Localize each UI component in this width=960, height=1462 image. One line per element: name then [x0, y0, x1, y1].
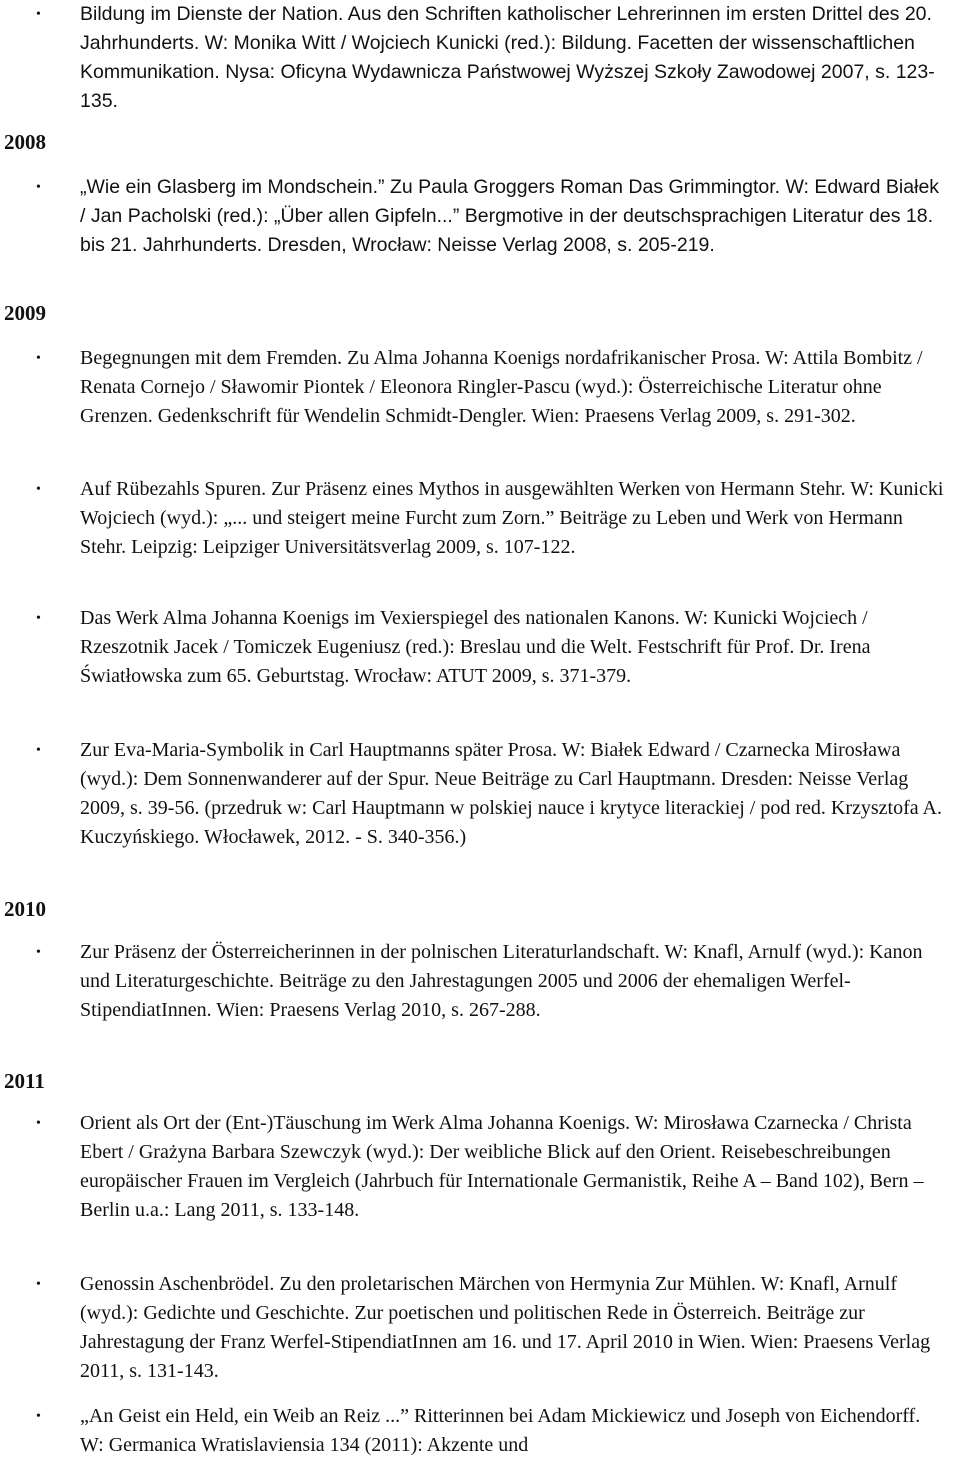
- bibliography-entry: [36, 0, 948, 116]
- entry-text: „An Geist ein Held, ein Weib an Reiz ...” Ritterinnen bei Adam Mickiewicz und Joseph von Eichendorff. W: Germanica Wratislaviensia 134 (2011): Akzente und: [80, 1405, 921, 1456]
- bibliography-entry: [36, 736, 948, 852]
- bullet-icon: •: [36, 743, 41, 758]
- bibliography-entry: [36, 1109, 948, 1225]
- bibliography-entry: [36, 1270, 948, 1386]
- entry-text: Zur Präsenz der Österreicherinnen in der polnischen Literaturlandschaft. W: Knafl, Arnulf (wyd.): Kanon und Literaturgeschichte. Beiträge zu den Jahrestagungen 2005 und 2006 der ehemaligen Werfel-StipendiatInnen. Wien: Praesens Verlag 2010, s. 267-288.: [80, 941, 923, 1021]
- bullet-icon: •: [36, 611, 41, 626]
- entry-text: Orient als Ort der (Ent-)Täuschung im Werk Alma Johanna Koenigs. W: Mirosława Czarnecka / Christa Ebert / Grażyna Barbara Szewczyk (wyd.): Der weibliche Blick auf den Orient. Reisebeschreibungen europäischer Frauen im Vergleich (Jahrbuch für Internationale Germanistik, Reihe A – Band 102), Bern – Berlin u.a.: Lang 2011, s. 133-148.: [80, 1112, 924, 1221]
- bibliography-entry: [36, 938, 948, 1025]
- entry-text: Auf Rübezahls Spuren. Zur Präsenz eines Mythos in ausgewählten Werken von Hermann Stehr. W: Kunicki Wojciech (wyd.): „... und steigert meine Furcht zum Zorn.” Beiträge zu Leben und Werk von Hermann Stehr. Leipzig: Leipziger Universitätsverlag 2009, s. 107-122.: [80, 478, 944, 558]
- bullet-icon: •: [36, 180, 41, 195]
- bullet-icon: •: [36, 482, 41, 497]
- bullet-icon: •: [36, 1409, 41, 1424]
- year-label-2008: 2008: [4, 130, 46, 154]
- entry-text: Das Werk Alma Johanna Koenigs im Vexierspiegel des nationalen Kanons. W: Kunicki Wojciech / Rzeszotnik Jacek / Tomiczek Eugeniusz (red.): Breslau und die Welt. Festschrift für Prof. Dr. Irena Światłowska zum 65. Geburtstag. Wrocław: ATUT 2009, s. 371-379.: [80, 607, 871, 687]
- bullet-icon: •: [36, 945, 41, 960]
- entry-text: „Wie ein Glasberg im Mondschein.” Zu Paula Groggers Roman Das Grimmingtor. W: Edward Białek / Jan Pacholski (red.): „Über allen Gipfeln...” Bergmotive in der deutschsprachigen Literatur des 18. bis 21. Jahrhunderts. Dresden, Wrocław: Neisse Verlag 2008, s. 205-219.: [80, 176, 940, 256]
- bullet-icon: •: [36, 1277, 41, 1292]
- bibliography-entry: [36, 344, 948, 431]
- bibliography-entry: [36, 173, 948, 260]
- bullet-icon: •: [36, 7, 41, 22]
- bibliography-entry: [36, 604, 948, 691]
- bullet-icon: •: [36, 351, 41, 366]
- year-label-2010: 2010: [4, 897, 46, 921]
- bullet-icon: •: [36, 1116, 41, 1131]
- entry-text: Zur Eva-Maria-Symbolik in Carl Hauptmanns später Prosa. W: Białek Edward / Czarnecka Mirosława (wyd.): Dem Sonnenwanderer auf der Spur. Neue Beiträge zu Carl Hauptmann. Dresden: Neisse Verlag 2009, s. 39-56. (przedruk w: Carl Hauptmann w polskiej nauce i krytyce literackiej / pod red. Krzysztofa A. Kuczyńskiego. Włocławek, 2012. - S. 340-356.): [80, 739, 942, 848]
- bibliography-entry: [36, 1402, 948, 1460]
- year-label-2011: 2011: [4, 1069, 45, 1093]
- entry-text: Bildung im Dienste der Nation. Aus den Schriften katholischer Lehrerinnen im ersten Drittel des 20. Jahrhunderts. W: Monika Witt / Wojciech Kunicki (red.): Bildung. Facetten der wissenschaftlichen Kommunikation. Nysa: Oficyna Wydawnicza Państwowej Wyższej Szkoły Zawodowej 2007, s. 123-135.: [80, 3, 935, 112]
- entry-text: Begegnungen mit dem Fremden. Zu Alma Johanna Koenigs nordafrikanischer Prosa. W: Attila Bombitz / Renata Cornejo / Sławomir Piontek / Eleonora Ringler-Pascu (wyd.): Österreichische Literatur ohne Grenzen. Gedenkschrift für Wendelin Schmidt-Dengler. Wien: Praesens Verlag 2009, s. 291-302.: [80, 347, 923, 427]
- bibliography-entry: [36, 475, 948, 562]
- entry-text: Genossin Aschenbrödel. Zu den proletarischen Märchen von Hermynia Zur Mühlen. W: Knafl, Arnulf (wyd.): Gedichte und Geschichte. Zur poetischen und politischen Rede in Österreich. Beiträge zur Jahrestagung der Franz Werfel-StipendiatInnen am 16. und 17. April 2010 in Wien. Wien: Praesens Verlag 2011, s. 131-143.: [80, 1273, 931, 1382]
- year-label-2009: 2009: [4, 301, 46, 325]
